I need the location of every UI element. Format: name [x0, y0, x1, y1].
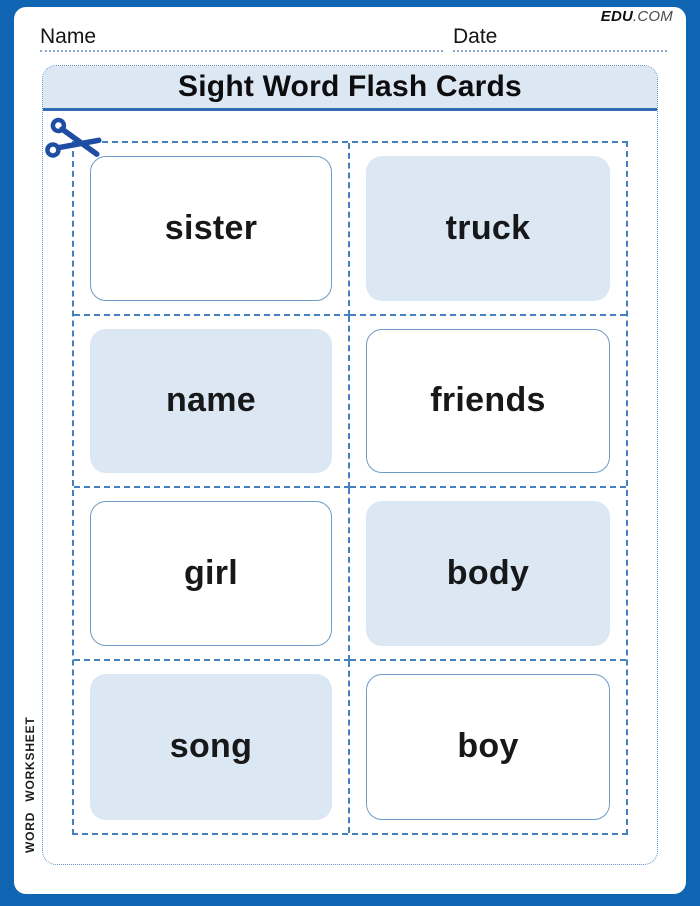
flash-card-word: song	[169, 727, 253, 766]
flash-card-body	[366, 501, 610, 646]
flash-card-friends	[366, 329, 610, 474]
cut-lines-grid	[72, 141, 628, 835]
panel-title-bar	[43, 66, 657, 111]
cut-grid-cell	[350, 316, 626, 489]
name-field-line	[40, 22, 443, 52]
side-worksheet-type-label: WORD WORKSHEET	[23, 716, 37, 853]
flash-card-girl	[90, 501, 332, 646]
name-label: Name	[40, 25, 97, 48]
worksheet-page	[14, 7, 686, 894]
flash-card-song	[90, 674, 332, 821]
flash-card-word: girl	[183, 553, 239, 592]
cut-grid-cell	[350, 143, 626, 316]
flash-card-word: body	[446, 553, 530, 592]
logo-edu-text: EDU	[600, 8, 634, 25]
cut-grid-cell	[74, 316, 350, 489]
logo-com-text: .COM	[633, 8, 673, 25]
flash-card-word: boy	[457, 727, 519, 766]
cut-grid-cell	[74, 488, 350, 661]
cut-grid-cell	[350, 661, 626, 834]
flash-card-word: name	[165, 381, 257, 420]
cut-grid-cell	[350, 488, 626, 661]
flash-card-name	[90, 329, 332, 474]
scissors-icon	[42, 111, 108, 177]
flash-card-word: friends	[430, 381, 546, 420]
cut-grid-cell	[74, 661, 350, 834]
flash-card-boy	[366, 674, 610, 821]
flash-card-word: truck	[445, 208, 531, 247]
cut-grid-cell	[74, 143, 350, 316]
date-field-line	[453, 22, 667, 52]
date-label: Date	[453, 25, 498, 48]
flash-card-sister	[90, 156, 332, 301]
flash-card-truck	[366, 156, 610, 301]
flash-card-word: sister	[164, 208, 258, 247]
worksheet-title: Sight Word Flash Cards	[178, 70, 522, 103]
